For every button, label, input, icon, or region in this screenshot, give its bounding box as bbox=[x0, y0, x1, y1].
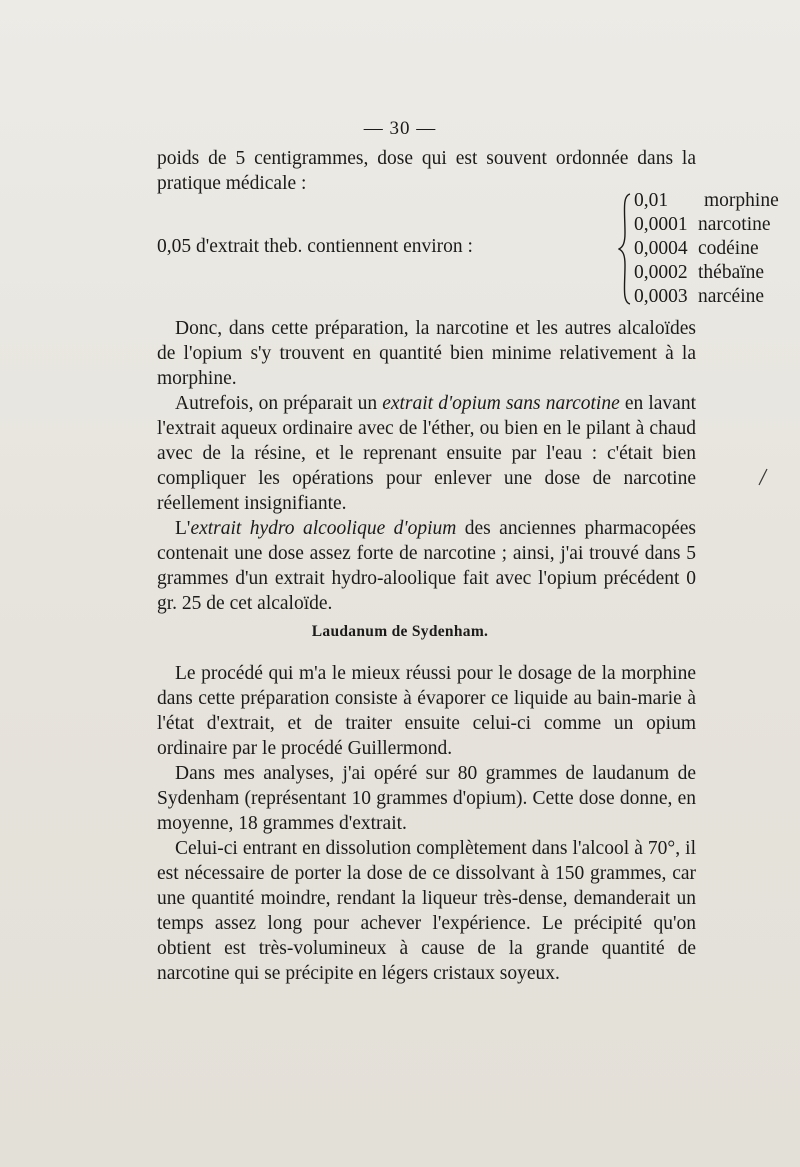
alkaloid-name: thébaïne bbox=[698, 262, 765, 283]
paragraph-text: Autrefois, on préparait un bbox=[175, 393, 383, 414]
alkaloid-value: 0,0004 bbox=[634, 238, 688, 259]
alkaloid-list bbox=[634, 189, 779, 309]
alkaloid-name: narcéine bbox=[698, 286, 765, 307]
margin-mark-icon bbox=[757, 468, 769, 486]
alkaloid-name: codéine bbox=[698, 238, 759, 259]
paragraph-donc: Donc, dans cette préparation, la narcotine et les autres alcaloïdes de l'opium s'y trouvent en quantité bien minime relativement à la morphine. bbox=[157, 318, 696, 389]
emphasis-text: extrait hydro alcoolique d'opium bbox=[190, 518, 457, 539]
emphasis-text: extrait d'opium sans narcotine bbox=[382, 393, 620, 414]
alkaloid-row bbox=[634, 189, 779, 213]
alkaloid-value: 0,01 bbox=[634, 190, 669, 211]
paragraph-autrefois bbox=[157, 391, 696, 516]
section-heading: Laudanum de Sydenham. bbox=[311, 623, 489, 640]
paragraph-procede: Le procédé qui m'a le mieux réussi pour le dosage de la morphine dans cette préparation consiste à évaporer ce liquide au bain-marie à l'état d'extrait, et de traiter ensuite celui-ci comme un opium ordinaire par le procédé Guillermond. bbox=[157, 663, 696, 759]
paragraph-text: L' bbox=[175, 518, 191, 539]
alkaloid-value: 0,0002 bbox=[634, 262, 688, 283]
paragraph-text: en lavant l'extrait aqueux ordinaire avec de l'éther, ou bien en le pilant à chaud avec de la résine, et le reprenant ensuite par l'eau : c'était bien compliquer les opérations pour enlever une dose de narcotine réellement insignifiante. bbox=[157, 393, 696, 514]
paragraph-text: des anciennes pharmacopées contenait une dose assez forte de narcotine ; ainsi, j'ai trouvé dans 5 grammes d'un extrait hydro-aloolique fait avec l'opium précédent 0 gr. 25 de cet alcaloïde. bbox=[157, 518, 696, 614]
alkaloid-value: 0,0003 bbox=[634, 286, 688, 307]
composition-table bbox=[157, 189, 779, 309]
composition-lead: 0,05 d'extrait theb. contiennent environ : bbox=[157, 236, 473, 257]
curly-brace-icon bbox=[618, 193, 632, 305]
alkaloid-name: morphine bbox=[704, 190, 779, 211]
alkaloid-name: narcotine bbox=[698, 214, 771, 235]
paragraph-analyses: Dans mes analyses, j'ai opéré sur 80 grammes de laudanum de Sydenham (représentant 10 grammes d'opium). Cette dose donne, en moyenne, 18 grammes d'extrait. bbox=[157, 763, 696, 834]
body-section-2 bbox=[157, 661, 696, 986]
alkaloid-value: 0,0001 bbox=[634, 214, 688, 235]
alkaloid-row bbox=[634, 261, 779, 285]
paragraph-dissolution: Celui-ci entrant en dissolution complètement dans l'alcool à 70°, il est nécessaire de porter la dose de ce dissolvant à 150 grammes, car une quantité moindre, rendant la liqueur très-dense, demanderait un temps assez long pour achever l'expérience. Le précipité qu'on obtient est très-volumineux à cause de la grande quantité de narcotine qui se précipite en légers cristaux soyeux. bbox=[157, 838, 696, 984]
alkaloid-row bbox=[634, 285, 779, 309]
alkaloid-row bbox=[634, 213, 779, 237]
intro-text: poids de 5 centigrammes, dose qui est souvent ordonnée dans la pratique médicale : bbox=[157, 148, 696, 194]
paragraph-extrait-hydro bbox=[157, 516, 696, 616]
alkaloid-row bbox=[634, 237, 779, 261]
body-section-1 bbox=[157, 316, 696, 616]
page-number: — 30 — bbox=[363, 118, 437, 139]
